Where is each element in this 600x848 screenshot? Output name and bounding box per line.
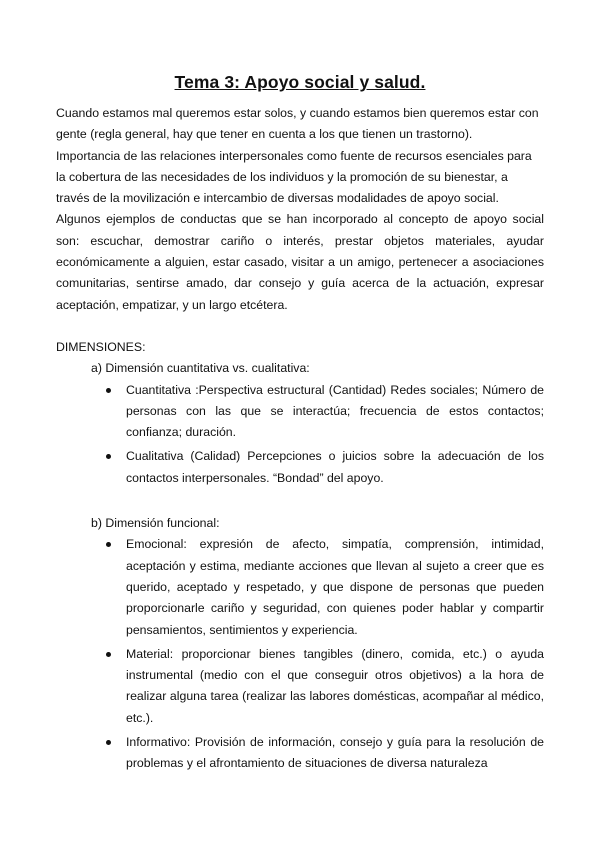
- dimensions-heading: DIMENSIONES:: [56, 339, 146, 354]
- list-item-text: Emocional: expresión de afecto, simpatía, comprensión, intimidad, aceptación y estima, mediante acciones que llevan al sujeto a creer que es querido, aceptado y respetado, y que dispone de personas que pueden proporcionarle cariño y seguridad, con quienes poder hablar y compartir pensamientos, sentimientos y experiencia.: [126, 537, 544, 637]
- bullet-icon: [106, 542, 111, 547]
- section-b-list: [56, 534, 544, 774]
- spacer: [56, 316, 544, 337]
- bullet-icon: [106, 388, 111, 393]
- intro-paragraph-2: Importancia de las relaciones interpersonales como fuente de recursos esenciales para la cobertura de las necesidades de los individuos y la promoción de su bienestar, a través de la movilización e intercambio de diversas modalidades de apoyo social.: [56, 148, 532, 206]
- section-a-label: a) Dimensión cuantitativa vs. cualitativa:: [91, 361, 310, 376]
- list-item-text: Material: proporcionar bienes tangibles (dinero, comida, etc.) o ayuda instrumental (medio con el que conseguir otros objetivos) a la hora de realizar alguna tarea (realizar las labores domésticas, acompañar al médico, etc.).: [126, 646, 544, 725]
- intro-paragraph-1: Cuando estamos mal queremos estar solos, y cuando estamos bien queremos estar con gente (regla general, hay que tener en cuenta a los que tienen un trastorno).: [56, 106, 539, 142]
- section-a-list: [56, 380, 544, 489]
- list-item-text: Cuantitativa :Perspectiva estructural (Cantidad) Redes sociales; Número de personas con las que se interactúa; frecuencia de estos contactos; confianza; duración.: [126, 382, 544, 440]
- spacer: [56, 492, 544, 513]
- section-b-label: b) Dimensión funcional:: [91, 516, 220, 531]
- page-title: Tema 3: Apoyo social y salud.: [174, 72, 426, 92]
- bullet-icon: [106, 454, 111, 459]
- list-item: [126, 644, 544, 729]
- list-item: [126, 380, 544, 444]
- list-item-text: Cualitativa (Calidad) Percepciones o juicios sobre la adecuación de los contactos interpersonales. “Bondad” del apoyo.: [126, 449, 544, 485]
- list-item: [126, 446, 544, 489]
- list-item: [126, 534, 544, 640]
- list-item-text: Informativo: Provisión de información, consejo y guía para la resolución de problemas y el afrontamiento de situaciones de diversa naturaleza: [126, 735, 544, 771]
- intro-paragraph-3: Algunos ejemplos de conductas que se han incorporado al concepto de apoyo social son: escuchar, demostrar cariño o interés, prestar objetos materiales, ayudar económicamente a alguien, estar casado, visitar a un amigo, pertenecer a asociaciones comunitarias, sentirse amado, dar consejo y guía acerca de la actuación, expresar aceptación, empatizar, y un largo etcétera.: [56, 212, 544, 312]
- list-item: [126, 732, 544, 775]
- bullet-icon: [106, 740, 111, 745]
- bullet-icon: [106, 652, 111, 657]
